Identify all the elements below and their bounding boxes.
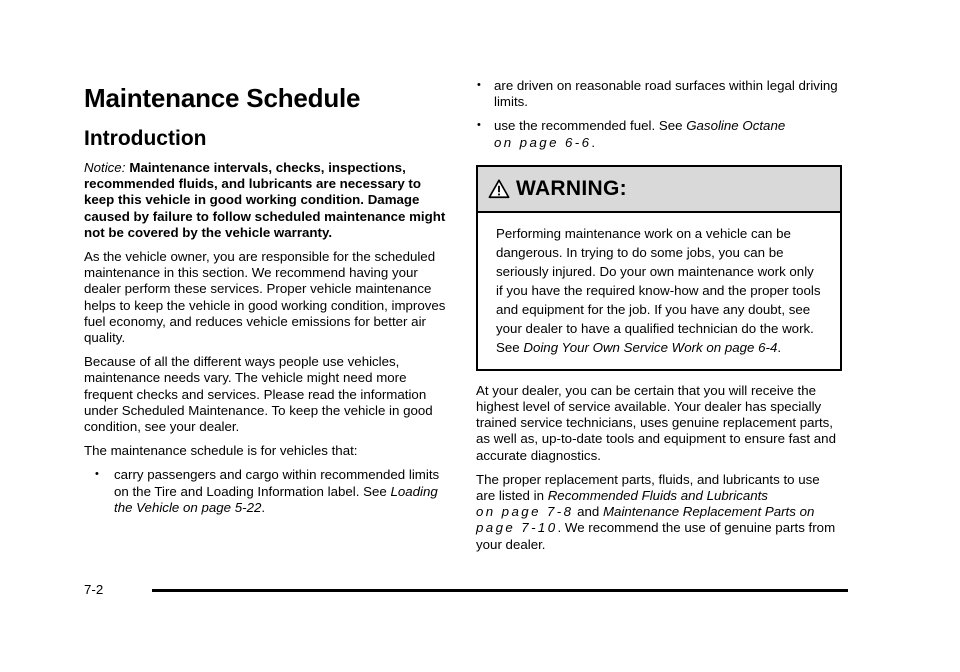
bullet-text: carry passengers and cargo within recommended limits on the Tire and Loading Information label. See <box>114 467 440 499</box>
footer-rule <box>152 589 848 592</box>
list-item <box>84 467 446 516</box>
left-column <box>84 82 446 524</box>
paragraph-text: and <box>573 504 603 520</box>
warning-box <box>476 165 842 371</box>
list-item <box>476 118 842 150</box>
list-item <box>476 78 842 110</box>
cross-reference-link[interactable]: Maintenance Replacement Parts on <box>602 504 815 520</box>
warning-title: WARNING: <box>516 176 627 200</box>
cross-reference-link[interactable]: Loading the Vehicle on page 5-22 <box>114 483 438 515</box>
warning-triangle-icon <box>488 178 510 200</box>
cross-reference-page[interactable]: on page 7-8 <box>476 504 574 520</box>
right-column <box>476 78 842 561</box>
cross-reference-link[interactable]: Recommended Fluids and Lubricants <box>547 488 768 504</box>
bullet-text: use the recommended fuel. See <box>494 118 687 134</box>
bullet-text: are driven on reasonable road surfaces within legal driving limits. <box>494 78 838 110</box>
warning-body <box>478 213 840 369</box>
bullet-icon: • <box>477 79 481 91</box>
bullet-punctuation: . <box>591 134 596 150</box>
cross-reference-link[interactable]: Doing Your Own Service Work on page 6-4 <box>523 339 778 355</box>
warning-punctuation: . <box>777 339 782 355</box>
notice-text: Maintenance intervals, checks, inspections, recommended fluids, and lubricants are necessary to keep this vehicle in good working condition. Damage caused by failure to follow scheduled maintenance might not be covered by the vehicle warranty. <box>84 160 446 240</box>
paragraph-owner-responsibility: As the vehicle owner, you are responsible for the scheduled maintenance in this section. We recommend having your dealer perform these services. Proper vehicle maintenance helps to keep the vehicle in good working condition, improves fuel economy, and reduces vehicle emissions for better air quality. <box>84 249 446 346</box>
bullet-punctuation: . <box>261 499 266 515</box>
cross-reference-page[interactable]: on page 6-6 <box>494 134 592 150</box>
bullet-icon: • <box>477 119 481 132</box>
page-title: Maintenance Schedule <box>84 83 361 113</box>
page-number: 7-2 <box>84 582 104 597</box>
warning-text: Performing maintenance work on a vehicle can be dangerous. In trying to do some jobs, you can be seriously injured. Do your own maintenance work only if you have the required know-how and the proper tools and equipment for the job. If you have any doubt, see your dealer to have a qualified technician do the work. See <box>496 225 821 355</box>
paragraph-replacement-parts <box>476 472 842 553</box>
cross-reference-link[interactable]: Gasoline Octane <box>686 118 786 134</box>
paragraph-text: . We recommend the use of genuine parts from your dealer. <box>476 520 836 552</box>
paragraph-text: The proper replacement parts, fluids, and lubricants to use are listed in <box>476 471 820 504</box>
bullet-icon: • <box>95 468 99 481</box>
page-footer <box>84 582 848 598</box>
paragraph-dealer-service: At your dealer, you can be certain that you will receive the highest level of service available. Your dealer has specially trained service technicians, uses genuine replacement parts, as well as, up-to-date tools and equipment to ensure fast and accurate diagnostics. <box>476 382 836 463</box>
warning-header <box>478 167 840 213</box>
paragraph-schedule-intro: The maintenance schedule is for vehicles that: <box>84 443 358 459</box>
notice-paragraph <box>84 160 446 241</box>
section-title: Introduction <box>84 127 207 150</box>
notice-label: Notice: <box>84 160 126 175</box>
cross-reference-page[interactable]: page 7-10 <box>476 520 558 536</box>
paragraph-maintenance-needs: Because of all the different ways people use vehicles, maintenance needs vary. The vehicle might need more frequent checks and services. Please read the information under Scheduled Maintenance. To keep the vehicle in good condition, see your dealer. <box>84 354 433 435</box>
